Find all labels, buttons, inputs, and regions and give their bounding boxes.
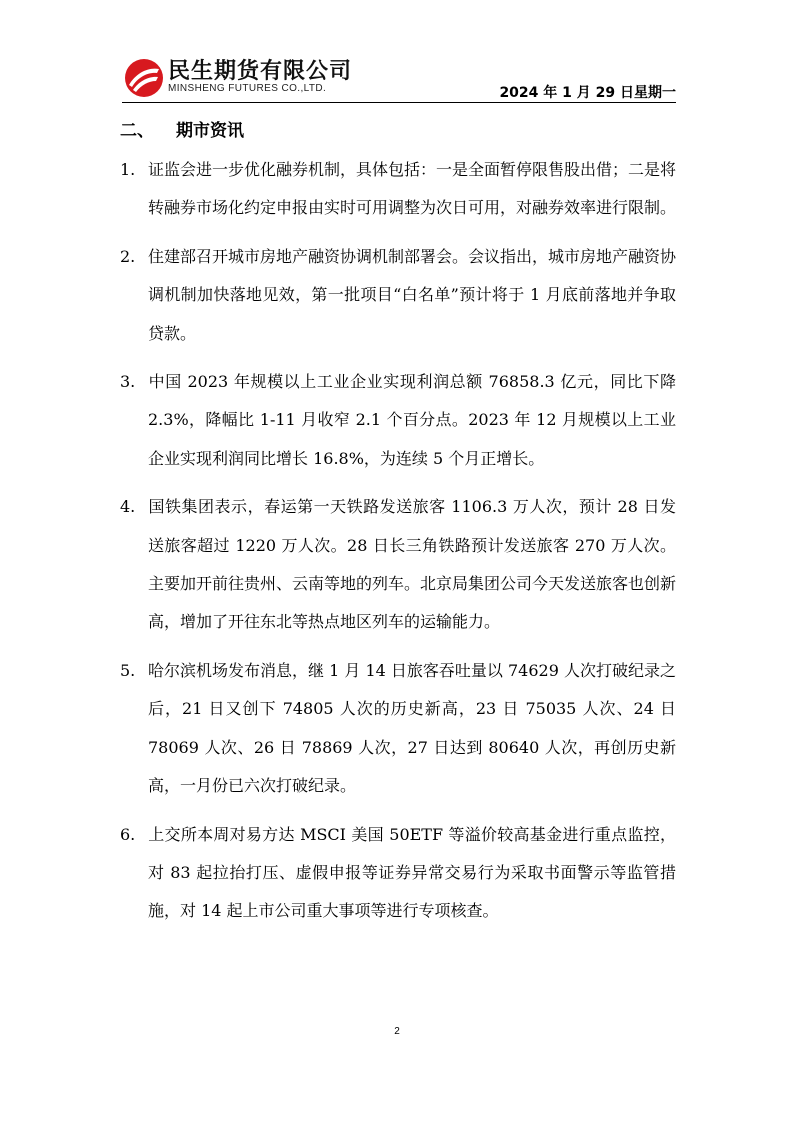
- news-item-index: 4.: [120, 497, 136, 517]
- news-item-text: 上交所本周对易方达 MSCI 美国 50ETF 等溢价较高基金进行重点监控，对 83 起拉抬打压、虚假申报等证券异常交易行为采取书面警示等监管措施，对 14 起上市公司重大事项等进行专项核查。: [148, 824, 676, 921]
- news-item-text: 证监会进一步优化融券机制，具体包括：一是全面暂停限售股出借；二是将转融券市场化约定申报由实时可用调整为次日可用，对融券效率进行限制。: [148, 160, 677, 218]
- company-name-en: MINSHENG FUTURES CO.,LTD.: [168, 83, 327, 94]
- news-item: [120, 816, 676, 931]
- section-number: 二、: [120, 121, 154, 141]
- report-date: 2024 年 1 月 29 日星期一: [499, 85, 676, 101]
- minsheng-logo-icon: [124, 58, 164, 98]
- header-divider: [122, 102, 676, 103]
- news-item-index: 5.: [120, 660, 136, 680]
- news-item: [120, 488, 676, 642]
- news-item-index: 3.: [120, 372, 136, 392]
- news-item-text: 哈尔滨机场发布消息，继 1 月 14 日旅客吞吐量以 74629 人次打破纪录之后，21 日又创下 74805 人次的历史新高，23 日 75035 人次、24 日 78069 人次、26 日 78869 人次，27 日达到 80640 人次，再创历史新高，一月份已六次打破纪录。: [148, 660, 676, 796]
- section-title: 期市资讯: [176, 121, 244, 141]
- news-item-index: 1.: [120, 160, 136, 179]
- news-item: [120, 151, 676, 228]
- company-logo: [122, 52, 372, 100]
- page-header: [122, 52, 676, 104]
- news-item-text: 中国 2023 年规模以上工业企业实现利润总额 76858.3 亿元，同比下降 2.3%，降幅比 1-11 月收窄 2.1 个百分点。2023 年 12 月规模以上工业企业实现利润同比增长 16.8%，为连续 5 个月正增长。: [148, 372, 676, 468]
- news-item-index: 2.: [120, 246, 136, 266]
- news-item-index: 6.: [120, 824, 136, 844]
- news-list: [120, 151, 676, 941]
- section-heading: [120, 116, 244, 141]
- news-item: [120, 238, 676, 353]
- news-item-text: 住建部召开城市房地产融资协调机制部署会。会议指出，城市房地产融资协调机制加快落地见效，第一批项目“白名单”预计将于 1 月底前落地并争取贷款。: [148, 246, 677, 343]
- company-name-cn: 民生期货有限公司: [168, 59, 353, 84]
- news-item: [120, 363, 676, 478]
- news-item: [120, 652, 676, 806]
- news-item-text: 国铁集团表示，春运第一天铁路发送旅客 1106.3 万人次，预计 28 日发送旅客超过 1220 万人次。28 日长三角铁路预计发送旅客 270 万人次。主要加开前往贵州、云南等地的列车。北京局集团公司今天发送旅客也创新高，增加了开往东北等热点地区列车的运输能力。: [148, 497, 677, 632]
- page-number: 2: [394, 1026, 400, 1037]
